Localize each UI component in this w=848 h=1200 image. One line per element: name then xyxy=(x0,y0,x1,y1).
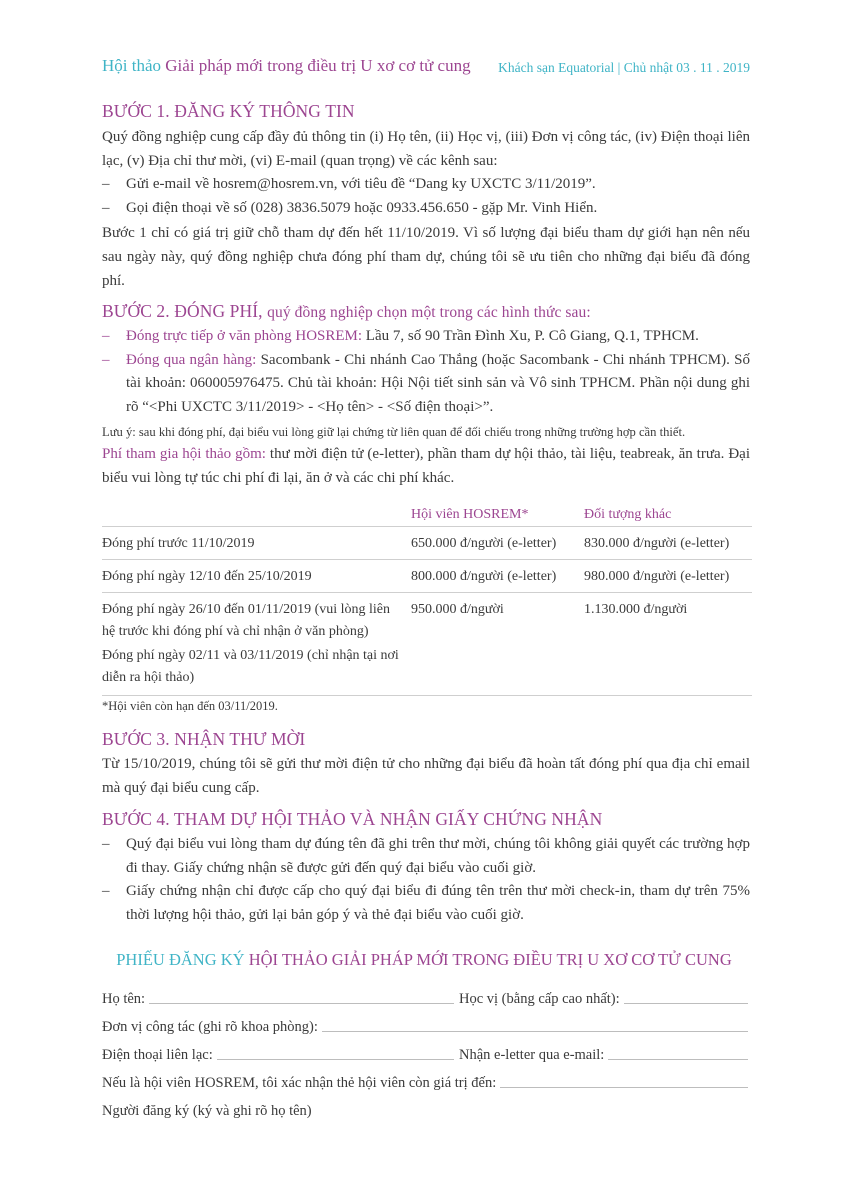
step2-heading: BƯỚC 2. ĐÓNG PHÍ, quý đồng nghiệp chọn một trong các hình thức sau: xyxy=(102,301,591,321)
step1 xyxy=(102,101,750,293)
step2-note: Lưu ý: sau khi đóng phí, đại biểu vui lòng giữ lại chứng từ liên quan để đối chiếu trong những trường hợp cần thiết. xyxy=(102,425,686,440)
table-row: Đóng phí trước 11/10/2019 650.000 đ/người (e-letter) 830.000 đ/người (e-letter) xyxy=(102,527,752,560)
membership-field[interactable]: Nếu là hội viên HOSREM, tôi xác nhận thẻ hội viên còn giá trị đến: xyxy=(102,1072,748,1092)
step1-note: Bước 1 chỉ có giá trị giữ chỗ tham dự đến hết 11/10/2019. Vì số lượng đại biểu tham dự giới hạn nên nếu sau ngày này, quý đồng nghiệp chưa đóng phí tham dự, chúng tôi sẽ ưu tiên cho những đại biểu đã đóng phí. xyxy=(102,225,750,289)
fee-includes: Phí tham gia hội thảo gồm: thư mời điện tử (e-letter), phần tham dự hội thảo, tài liệu, teabreak, ăn trưa. Đại biểu vui lòng tự túc chi phí đi lại, ăn ở và các chi phí khác. xyxy=(102,446,750,486)
phone-field[interactable]: Điện thoại liên lạc: xyxy=(102,1044,454,1064)
signer-label: Người đăng ký (ký và ghi rõ họ tên) xyxy=(102,1103,312,1119)
degree-field[interactable]: Học vị (bằng cấp cao nhất): xyxy=(459,988,748,1008)
table-row: Đóng phí ngày 26/10 đến 01/11/2019 (vui lòng liên hệ trước khi đóng phí và chỉ nhận ở văn phòng) Đóng phí ngày 02/11 và 03/11/2019 (chỉ nhận tại nơi diễn ra hội thảo) 950.000 đ/người 1.130.000 đ/người xyxy=(102,593,752,696)
list-item: – Giấy chứng nhận chỉ được cấp cho quý đại biểu đi đúng tên trên thư mời check-in, tham dự trên 75% thời lượng hội thảo, gửi lại bản góp ý và thẻ đại biểu vào cuối giờ. xyxy=(102,883,750,923)
table-footnote: *Hội viên còn hạn đến 03/11/2019. xyxy=(102,695,752,714)
list-item: – Đóng qua ngân hàng: Sacombank - Chi nhánh Cao Thắng (hoặc Sacombank - Chi nhánh TPHCM). Số tài khoản: 060005976475. Chủ tài khoản: Hội Nội tiết sinh sản và Vô sinh TPHCM. Phần nội dung ghi rõ “<Phi UXCTC 3/11/2019> - <Họ tên> - <Số điện thoại>”. xyxy=(102,351,750,415)
step3: BƯỚC 3. NHẬN THƯ MỜI Từ 15/10/2019, chúng tôi sẽ gửi thư mời điện tử cho những đại biểu đã hoàn tất đóng phí qua địa chỉ email mà quý đại biểu cung cấp. xyxy=(102,729,750,796)
name-field[interactable]: Họ tên: xyxy=(102,988,454,1008)
form-title: PHIẾU ĐĂNG KÝ HỘI THẢO GIẢI PHÁP MỚI TRONG ĐIỀU TRỊ U XƠ CƠ TỬ CUNG xyxy=(116,950,732,969)
list-item: – Gọi điện thoại về số (028) 3836.5079 hoặc 0933.456.650 - gặp Mr. Vinh Hiển. xyxy=(102,199,598,216)
list-item: – Đóng trực tiếp ở văn phòng HOSREM: Lầu 7, số 90 Trần Đình Xu, P. Cô Giang, Q.1, TPHCM. xyxy=(102,328,699,344)
step3-heading: BƯỚC 3. NHẬN THƯ MỜI xyxy=(102,729,306,749)
email-field[interactable]: Nhận e-letter qua e-mail: xyxy=(459,1044,748,1064)
list-item: – Quý đại biểu vui lòng tham dự đúng tên đã ghi trên thư mời, chúng tôi không giải quyết các trường hợp đi thay. Giấy chứng nhận sẽ được gửi đến quý đại biểu vào cuối giờ. xyxy=(102,836,750,876)
step2 xyxy=(102,301,750,491)
step4-heading: BƯỚC 4. THAM DỰ HỘI THẢO VÀ NHẬN GIẤY CHỨNG NHẬN xyxy=(102,809,603,829)
step4 xyxy=(102,809,750,927)
table-row: Đóng phí ngày 12/10 đến 25/10/2019 800.000 đ/người (e-letter) 980.000 đ/người (e-letter) xyxy=(102,560,752,593)
header-venue-date: Khách sạn Equatorial | Chủ nhật 03 . 11 . 2019 xyxy=(498,60,750,75)
header-title: Hội thảo Giải pháp mới trong điều trị U xơ cơ tử cung xyxy=(102,56,471,75)
fee-table: Hội viên HOSREM* Đối tượng khác Đóng phí trước 11/10/2019 650.000 đ/người (e-letter) 830.000 đ/người (e-letter) Đóng phí ngày 12/10 đến 25/10/2019 800.000 đ/người (e-letter) 980.000 đ/người (e-letter) Đóng phí ngày 26/10 đến 01/11/2019 (vui lòng liên hệ trước khi đóng phí và chỉ nhận ở văn phòng) Đóng phí ngày 02/11 và 03/11/2019 (chỉ nhận tại nơi diễn ra hội thảo) 950.000 đ/người 1.130.000 đ/người *Hội viên còn hạn đến 03/11/2019. xyxy=(102,504,750,714)
list-item: – Gửi e-mail về hosrem@hosrem.vn, với tiêu đề “Dang ky UXCTC 3/11/2019”. xyxy=(102,176,596,193)
step1-intro: Quý đồng nghiệp cung cấp đầy đủ thông tin (i) Họ tên, (ii) Học vị, (iii) Đơn vị công tác, (iv) Điện thoại liên lạc, (v) Địa chỉ thư mời, (vi) E-mail (quan trọng) về các kênh sau: xyxy=(102,129,750,169)
step1-heading: BƯỚC 1. ĐĂNG KÝ THÔNG TIN xyxy=(102,101,355,121)
unit-field[interactable]: Đơn vị công tác (ghi rõ khoa phòng): xyxy=(102,1016,748,1036)
